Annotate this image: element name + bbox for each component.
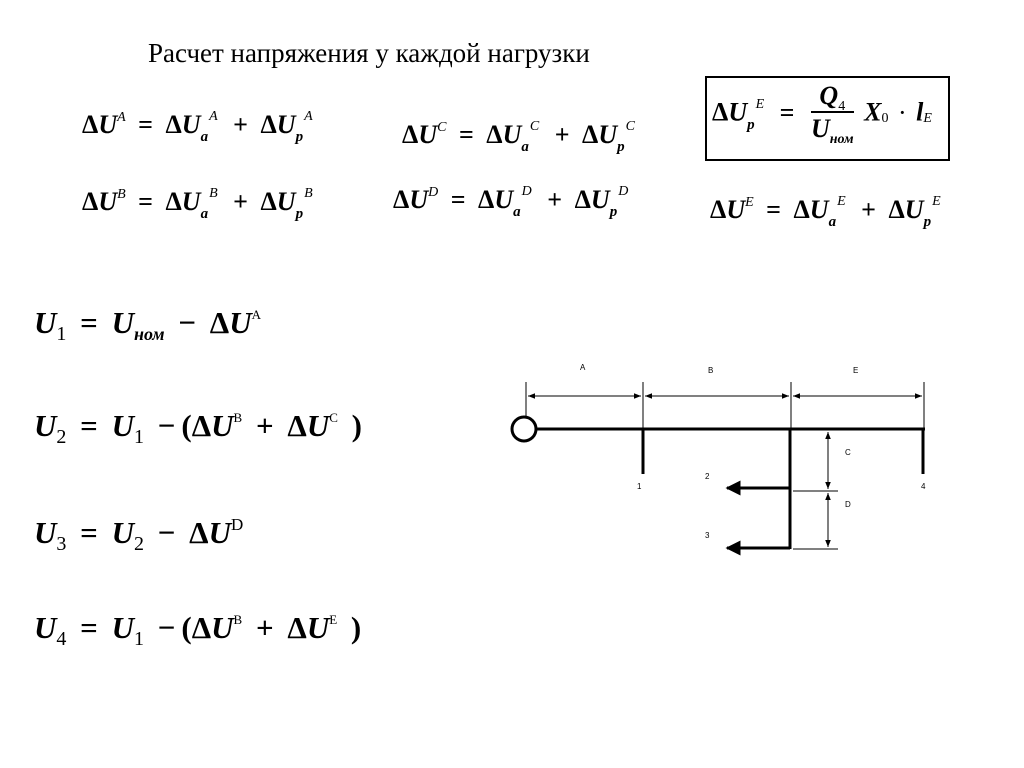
formula-delta-u-e: $\Delta U^E = \Delta U_a^E + \Delta U_p^E$: [710, 194, 941, 230]
label-segment-e: E: [853, 366, 859, 375]
formula-u1: $U_1 = U_{ном} - \Delta U^A$: [34, 305, 261, 345]
fraction: $\frac{Q_4}{U_{ном}}$: [810, 81, 854, 147]
label-node-4: 4: [921, 482, 926, 491]
formula-u4: $U_4 = U_1 - (\Delta U^B + \Delta U^E$ ): [34, 610, 362, 650]
formula-delta-u-p-e: $\Delta U_p^E$ = $\frac{Q_4}{U_{ном}}$ $X_0 \cdot l_E$: [712, 81, 932, 147]
formula-delta-u-a: $\Delta U^A = \Delta U_a^A + \Delta U_p^A$: [82, 109, 313, 145]
formula-delta-u-c: $\Delta U^C = \Delta U_a^C + \Delta U_p^C$: [402, 119, 635, 155]
formula-u3: $U_3 = U_2 - \Delta U^D$: [34, 515, 244, 555]
network-lines: [536, 429, 925, 549]
label-segment-c: C: [845, 448, 851, 457]
label-node-1: 1: [637, 482, 642, 491]
formula-delta-u-b: $\Delta U^B = \Delta U_a^B + \Delta U_p^B$: [82, 186, 313, 222]
page-title: Расчет напряжения у каждой нагрузки: [148, 38, 590, 68]
label-node-2: 2: [705, 472, 710, 481]
formula-u2: $U_2 = U_1 - (\Delta U^B + \Delta U^C$ ): [34, 408, 362, 448]
dimension-lines: [526, 382, 924, 549]
source-node: [512, 417, 536, 441]
formula-delta-u-d: $\Delta U^D = \Delta U_a^D + \Delta U_p^D$: [393, 184, 629, 220]
label-segment-a: A: [580, 363, 586, 372]
label-segment-b: B: [708, 366, 714, 375]
label-segment-d: D: [845, 500, 851, 509]
label-node-3: 3: [705, 531, 710, 540]
